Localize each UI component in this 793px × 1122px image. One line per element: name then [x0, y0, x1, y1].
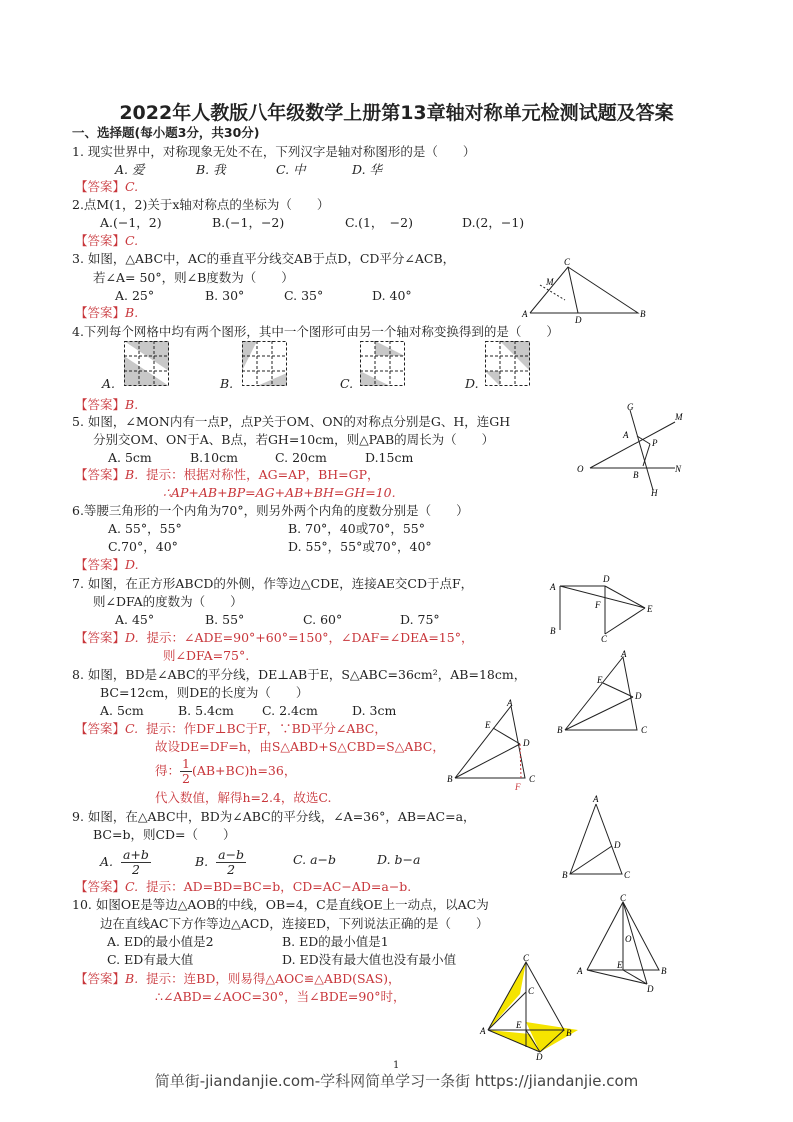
svg-text:G: G [627, 402, 634, 412]
q6-option-d: D. 55°，55°或70°，40° [288, 539, 432, 554]
q1-option-a: A. 爱 [115, 162, 145, 177]
q4-option-c: C. [340, 376, 354, 391]
svg-text:A: A [507, 698, 513, 708]
q1-option-d: D. 华 [352, 162, 383, 177]
svg-text:M: M [675, 412, 683, 422]
q4-option-a: A. [102, 376, 116, 391]
q9-stem: 9. 如图，在△ABC中，BD为∠ABC的平分线，∠A=36°，AB=AC=a， [72, 809, 476, 824]
q3-stem: 3. 如图，△ABC中，AC的垂直平分线交AB于点D，CD平分∠ACB， [72, 251, 456, 266]
page-title: 2022年人教版八年级数学上册第13章轴对称单元检测试题及答案 [119, 102, 674, 124]
svg-text:N: N [675, 464, 682, 474]
q8-option-c: C. 2.4cm [262, 703, 318, 718]
q4-grid-a [124, 341, 170, 387]
q5-option-c: C. 20cm [275, 450, 327, 465]
svg-text:C: C [529, 774, 536, 784]
q2-option-d: D.(2，−1) [462, 215, 525, 230]
svg-text:C: C [528, 986, 535, 996]
q7-option-c: C. 60° [303, 612, 343, 627]
svg-text:A: A [550, 582, 556, 592]
svg-text:C: C [523, 953, 530, 963]
q8-stem-2: BC=12cm，则DE的长度为（ ） [100, 685, 309, 700]
svg-text:B: B [557, 725, 563, 735]
q2-stem: 2.点M(1，2)关于x轴对称点的坐标为（ ） [72, 197, 330, 212]
q2-option-c: C.(1， −2) [345, 215, 413, 230]
q7-option-a: A. 45° [115, 612, 155, 627]
svg-text:D: D [536, 1052, 543, 1062]
svg-text:B: B [550, 626, 556, 636]
q9-answer: 【答案】C. 提示：AD=BD=BC=b，CD=AC−AD=a−b. [75, 879, 412, 894]
q9-triangle-figure [560, 792, 640, 887]
svg-text:A: A [522, 309, 528, 319]
q10-stem-2: 边在直线AC下方作等边△ACD，连接ED，下列说法正确的是（ ） [100, 916, 489, 931]
svg-text:E: E [485, 720, 491, 730]
svg-text:D: D [635, 691, 642, 701]
svg-text:B: B [562, 870, 568, 880]
q1-option-c: C. 中 [276, 162, 306, 177]
q7-stem-2: 则∠DFA的度数为（ ） [93, 594, 243, 609]
q4-grid-d [485, 341, 531, 387]
q10-answer: 【答案】B. 提示：连BD，则易得△AOC≌△ABD(SAS)， [75, 971, 401, 986]
svg-text:A: A [577, 966, 583, 976]
q1-option-b: B. 我 [196, 162, 226, 177]
svg-text:B: B [447, 774, 453, 784]
q3-stem-2: 若∠A= 50°，则∠B度数为（ ） [93, 270, 294, 285]
svg-text:O: O [577, 464, 584, 474]
q3-option-d: D. 40° [372, 288, 412, 303]
q8-triangle-figure-2 [555, 645, 655, 740]
q6-option-a: A. 55°，55° [108, 521, 182, 536]
q10-option-a: A. ED的最小值是2 [107, 934, 214, 949]
q7-option-d: D. 75° [400, 612, 440, 627]
svg-text:D: D [523, 738, 530, 748]
q8-option-b: B. 5.4cm [178, 703, 234, 718]
q9-stem-2: BC=b，则CD=（ ） [93, 827, 236, 842]
q8-option-a: A. 5cm [100, 703, 144, 718]
footer-watermark: 简单街-jiandanjie.com-学科网简单学习一条街 https://jiandanjie.com [154, 1072, 639, 1090]
q8-hint-3: 得： $\frac{1}{2}$ (AB+BC)h=36， [155, 756, 297, 786]
svg-text:F: F [515, 782, 521, 792]
q7-answer: 【答案】D. 提示：∠ADE=90°+60°=150°，∠DAF=∠DEA=15°， [75, 630, 474, 645]
q7-square-figure [545, 572, 660, 642]
svg-text:E: E [516, 1020, 522, 1030]
q8-option-d: D. 3cm [352, 703, 397, 718]
q3-answer: 【答案】B. [75, 305, 139, 320]
q5-option-b: B.10cm [190, 450, 238, 465]
svg-text:B: B [566, 1028, 572, 1038]
q10-option-b: B. ED的最小值是1 [282, 934, 389, 949]
q10-option-c: C. ED有最大值 [107, 952, 194, 967]
q8-answer: 【答案】C. 提示：作DF⊥BC于F，∵BD平分∠ABC， [75, 721, 387, 736]
svg-text:O: O [625, 934, 632, 944]
q4-option-d: D. [465, 376, 479, 391]
q6-answer: 【答案】D. [75, 557, 139, 572]
svg-text:A: A [623, 430, 629, 440]
section-heading: 一、选择题(每小题3分，共30分) [72, 125, 260, 140]
q6-option-b: B. 70°，40或70°，55° [288, 521, 426, 536]
svg-text:H: H [651, 488, 658, 498]
q8-stem: 8. 如图，BD是∠ABC的平分线，DE⊥AB于E，S△ABC=36cm²，AB=18cm， [72, 667, 527, 682]
q7-stem: 7. 如图，在正方形ABCD的外侧，作等边△CDE，连接AE交CD于点F， [72, 576, 474, 591]
svg-text:E: E [647, 604, 653, 614]
svg-text:B: B [633, 470, 639, 480]
svg-text:D: D [575, 315, 582, 325]
q5-option-a: A. 5cm [108, 450, 152, 465]
svg-text:C: C [641, 725, 648, 735]
q8-triangle-figure-1 [445, 698, 545, 793]
q1-stem: 1. 现实世界中，对称现象无处不在，下列汉字是轴对称图形的是（ ） [72, 144, 476, 159]
q3-option-a: A. 25° [115, 288, 155, 303]
q8-hint-2: 故设DE=DF=h，由S△ABD+S△CBD=S△ABC， [155, 739, 445, 754]
svg-text:C: C [601, 634, 608, 644]
svg-text:A: A [593, 794, 599, 804]
q2-option-b: B.(−1，−2) [212, 215, 285, 230]
q9-option-b: B. $\frac{a-b}{2}$ [195, 847, 245, 877]
q3-triangle-figure [520, 255, 650, 325]
q10-figure-1 [575, 892, 665, 992]
q9-option-d: D. b−a [377, 852, 421, 867]
q3-option-b: B. 30° [205, 288, 245, 303]
svg-text:B: B [640, 309, 646, 319]
q8-hint-4: 代入数值，解得h=2.4，故选C. [155, 790, 332, 805]
q1-answer: 【答案】C. [75, 179, 139, 194]
svg-text:F: F [595, 600, 601, 610]
q7-option-b: B. 55° [205, 612, 245, 627]
svg-text:P: P [652, 438, 658, 448]
q4-answer: 【答案】B. [75, 397, 139, 412]
svg-text:C: C [620, 893, 627, 903]
page-number: 1 [393, 1060, 400, 1071]
q4-option-b: B. [220, 376, 234, 391]
svg-text:D: D [614, 840, 621, 850]
q10-stem: 10. 如图OE是等边△AOB的中线，OB=4，C是直线OE上一动点，以AC为 [72, 897, 489, 912]
q4-grid-b [242, 341, 288, 387]
q9-option-c: C. a−b [293, 852, 336, 867]
q5-answer: 【答案】B. 提示：根据对称性，AG=AP，BH=GP， [75, 467, 380, 482]
q5-hint-2: ∴AP+AB+BP=AG+AB+BH=GH=10. [163, 485, 396, 500]
svg-text:E: E [597, 675, 603, 685]
svg-text:D: D [647, 984, 654, 994]
q2-option-a: A.(−1，2) [100, 215, 162, 230]
q2-answer: 【答案】C. [75, 233, 139, 248]
svg-text:A: A [621, 649, 627, 659]
svg-text:M: M [546, 277, 554, 287]
svg-text:A: A [480, 1026, 486, 1036]
q6-option-c: C.70°，40° [108, 539, 178, 554]
svg-text:D: D [603, 574, 610, 584]
q7-hint-2: 则∠DFA=75°. [163, 648, 250, 663]
q4-grid-c [360, 341, 406, 387]
q5-stem: 5. 如图，∠MON内有一点P，点P关于OM、ON的对称点分别是G、H，连GH [72, 414, 511, 429]
svg-text:E: E [617, 960, 623, 970]
q4-stem: 4.下列每个网格中均有两个图形，其中一个图形可由另一个轴对称变换得到的是（ ） [72, 324, 559, 339]
q10-figure-2 [478, 952, 588, 1062]
q3-option-c: C. 35° [284, 288, 324, 303]
svg-text:B: B [661, 966, 667, 976]
svg-text:C: C [624, 870, 631, 880]
q6-stem: 6.等腰三角形的一个内角为70°，则另外两个内角的度数分别是（ ） [72, 503, 469, 518]
q10-option-d: D. ED没有最大值也没有最小值 [282, 952, 457, 967]
q5-option-d: D.15cm [365, 450, 414, 465]
q10-hint-2: ∴∠ABD=∠AOC=30°，当∠BDE=90°时， [155, 989, 406, 1004]
q5-stem-2: 分别交OM、ON于A、B点，若GH=10cm，则△PAB的周长为（ ） [93, 432, 495, 447]
fig-label: C [564, 257, 571, 267]
q9-option-a: A. $\frac{a+b}{2}$ [100, 847, 149, 877]
q5-angle-figure [575, 400, 685, 500]
